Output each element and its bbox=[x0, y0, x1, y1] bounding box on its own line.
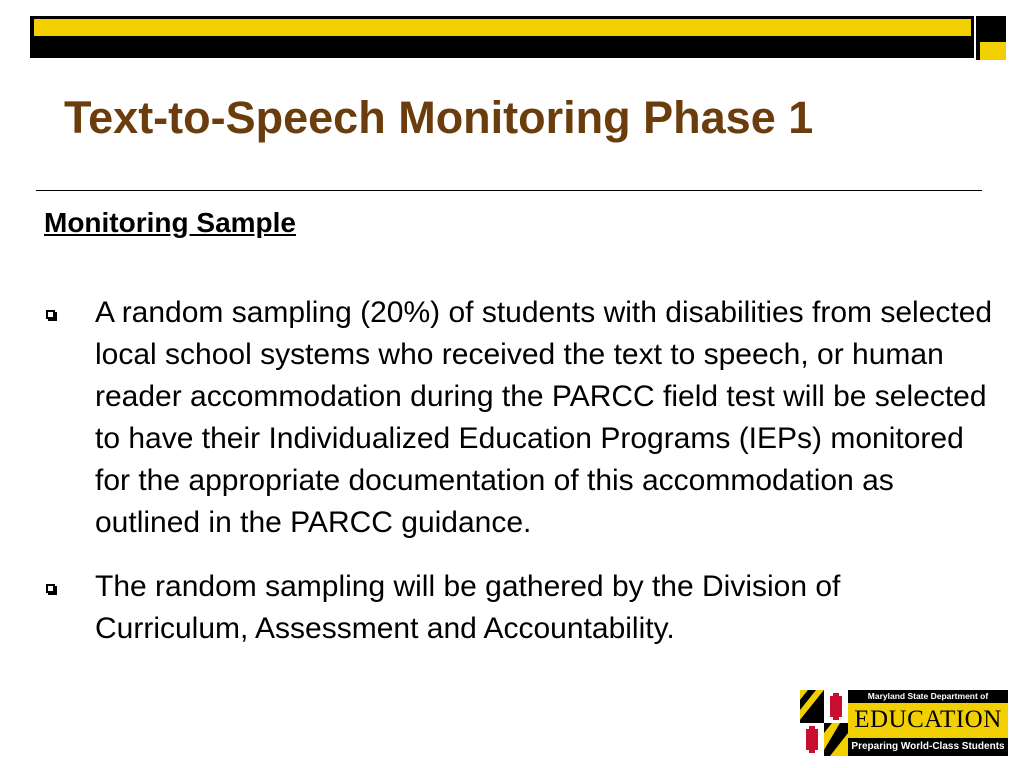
maryland-flag-icon bbox=[800, 690, 848, 756]
section-subheading: Monitoring Sample bbox=[44, 207, 296, 238]
bullet-list bbox=[44, 292, 994, 650]
corner-yellow-square bbox=[980, 42, 1006, 60]
logo-education-wordmark: EDUCATION bbox=[854, 706, 1002, 733]
title-divider bbox=[36, 190, 982, 191]
slide-title: Text-to-Speech Monitoring Phase 1 bbox=[64, 92, 814, 143]
bullet-text: The random sampling will be gathered by the Division of Curriculum, Assessment and Accountability. bbox=[95, 570, 841, 645]
bullet-item bbox=[44, 292, 994, 544]
bullet-text: A random sampling (20%) of students with disabilities from selected local school systems who received the text to speech, or human reader accommodation during the PARCC field test will be selected to have their Individualized Education Programs (IEPs) monitored for the appropriate documentation of this accommodation as outlined in the PARCC guidance. bbox=[95, 296, 993, 539]
msde-logo bbox=[800, 690, 1008, 756]
bullet-item bbox=[44, 566, 994, 650]
logo-agency-name: Maryland State Department of bbox=[848, 690, 1008, 703]
logo-tagline: Preparing World-Class Students bbox=[848, 738, 1008, 756]
square-bullet-icon bbox=[46, 584, 55, 593]
top-yellow-stripe bbox=[34, 19, 971, 36]
square-bullet-icon bbox=[46, 310, 55, 319]
